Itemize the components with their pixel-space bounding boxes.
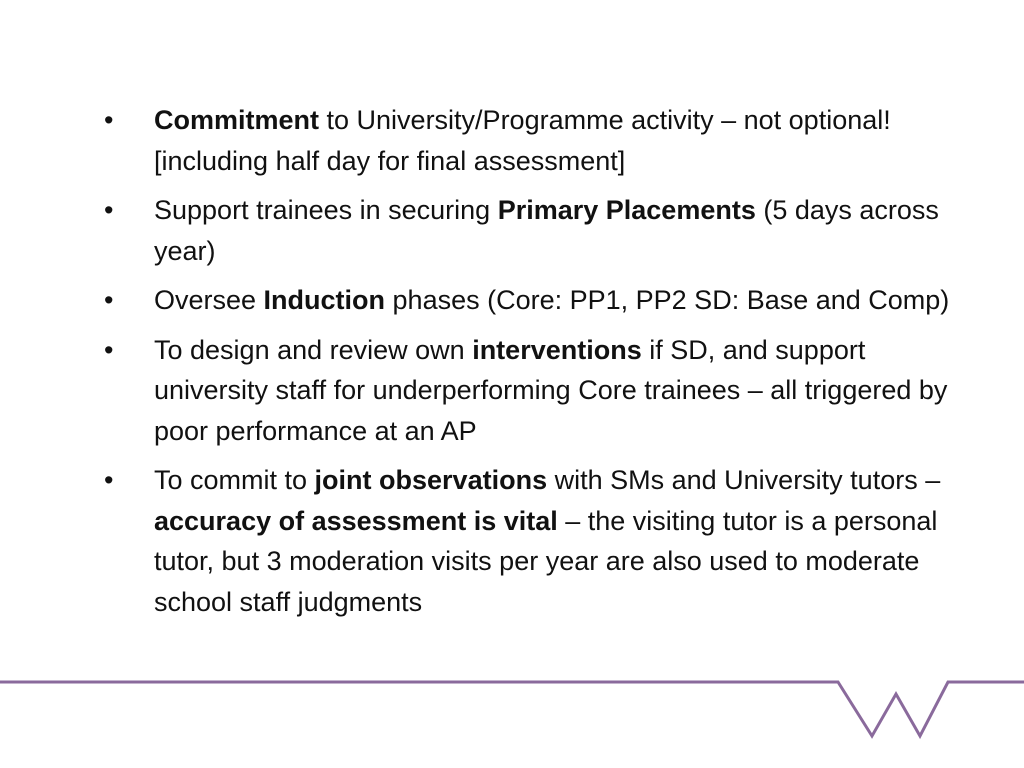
- bold-term: accuracy of assessment is vital: [154, 505, 558, 536]
- bullet-marker: •: [104, 465, 114, 495]
- bullet-item: [100, 280, 960, 321]
- bullet-item: [100, 100, 960, 181]
- bold-term: joint observations: [314, 465, 548, 495]
- bullet-text: Support trainees in securing Primary Placements (5 days across year): [154, 195, 939, 266]
- footer-line-stroke: [0, 682, 1024, 736]
- bullet-list: [100, 100, 960, 631]
- bullet-marker: •: [104, 334, 114, 365]
- bullet-text: Commitment to University/Programme activity – not optional! [including half day for final assessment]: [154, 105, 891, 176]
- footer-w-line-decoration: [0, 672, 1024, 752]
- bullet-item: [100, 190, 960, 271]
- bullet-marker: •: [104, 105, 114, 135]
- bullet-marker: •: [104, 285, 114, 315]
- bullet-marker: •: [104, 195, 114, 225]
- bullet-item: [100, 460, 960, 622]
- bullet-item: [100, 330, 960, 452]
- bold-term: Primary Placements: [497, 195, 756, 225]
- bold-term: interventions: [472, 334, 642, 365]
- bullet-text: Oversee Induction phases (Core: PP1, PP2 SD: Base and Comp): [154, 285, 950, 315]
- bullet-text: To design and review own interventions if SD, and support university staff for underperforming Core trainees – all triggered by poor performance at an AP: [154, 334, 948, 446]
- bold-term: Commitment: [154, 105, 320, 135]
- bullet-text: To commit to joint observations with SMs and University tutors – accuracy of assessment is vital – the visiting tutor is a personal tutor, but 3 moderation visits per year are also used to moderate school staff judgments: [154, 465, 941, 617]
- bold-term: Induction: [263, 285, 386, 315]
